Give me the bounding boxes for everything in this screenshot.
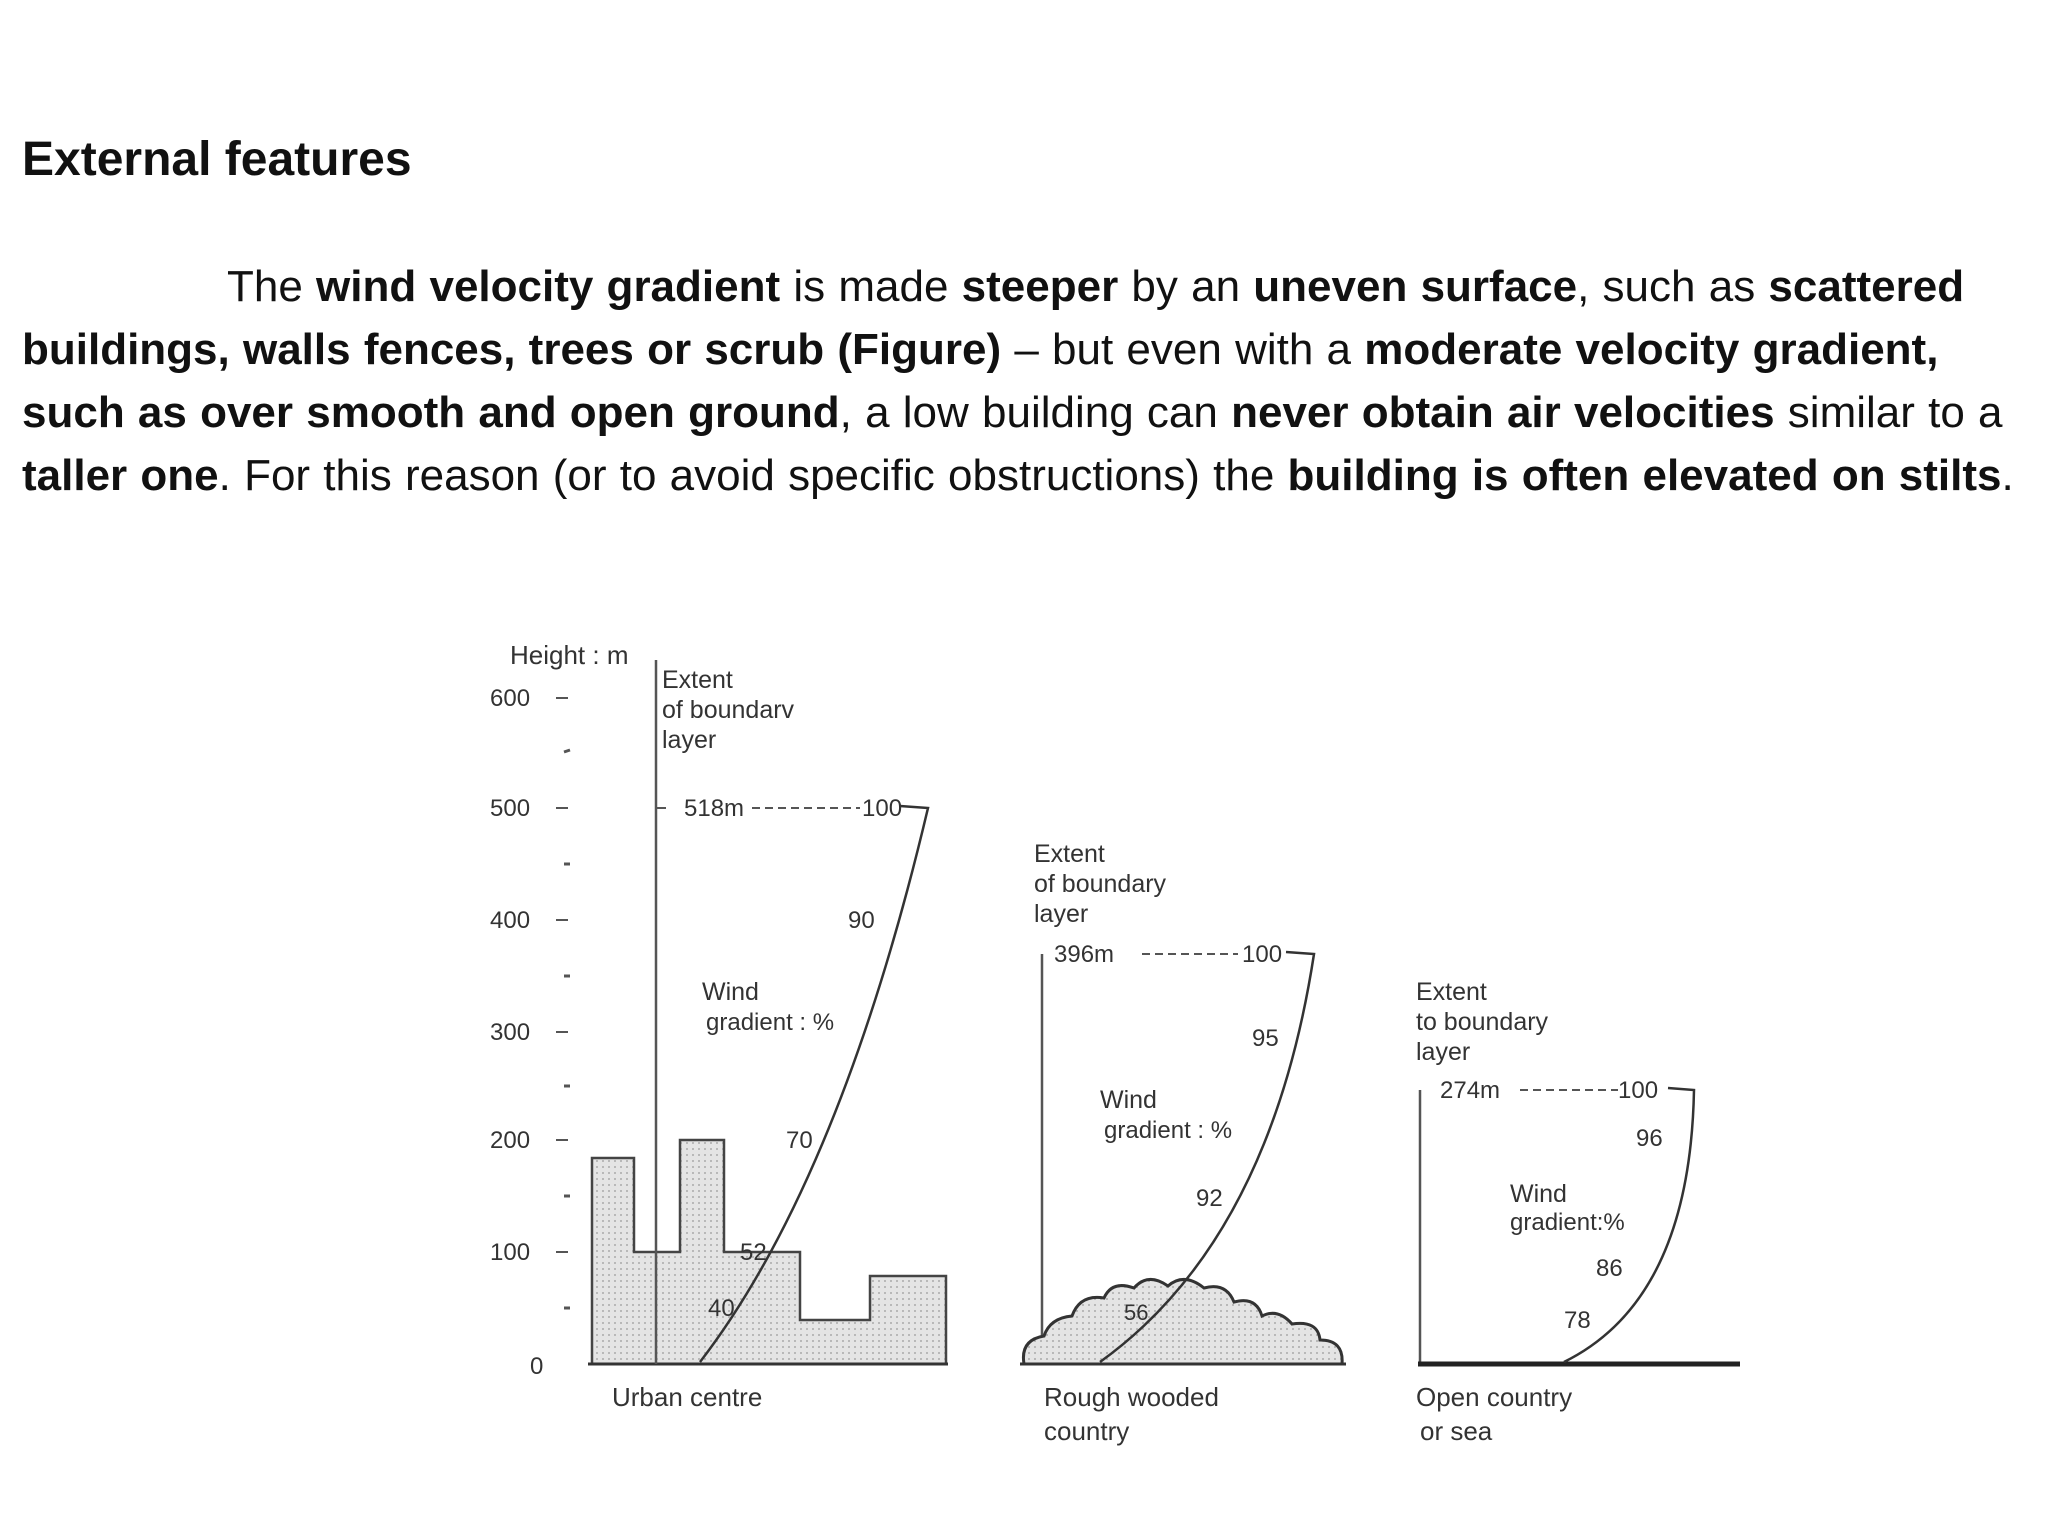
- terrain-label: or sea: [1420, 1416, 1493, 1446]
- paragraph-emphasis: steeper: [961, 262, 1119, 311]
- wind-gradient-label: gradient : %: [1104, 1117, 1233, 1144]
- paragraph-emphasis: uneven surface: [1253, 262, 1578, 311]
- gradient-value: 90: [848, 907, 875, 934]
- paragraph-emphasis: taller one: [22, 451, 219, 500]
- paragraph-emphasis: scattered buildings, walls fences, trees or scrub (Figure): [22, 262, 1965, 374]
- paragraph-text: . For this reason (or to avoid specific obstructions) the: [218, 451, 1288, 500]
- terrain-label: Rough wooded: [1044, 1382, 1219, 1412]
- paragraph-text: The: [227, 262, 317, 311]
- extent-label-line: Extent: [1416, 978, 1487, 1006]
- page-heading: External features: [22, 133, 412, 186]
- y-tick-label: 0: [530, 1353, 544, 1380]
- boundary-height-label: 518m: [684, 795, 745, 822]
- paragraph-text: by an: [1118, 262, 1254, 311]
- wind-gradient-label: Wind: [1100, 1086, 1157, 1114]
- woodland-shape: [1023, 1279, 1342, 1364]
- terrain-label: country: [1044, 1416, 1130, 1446]
- extent-label-line: to boundary: [1416, 1008, 1549, 1036]
- gradient-value: 52: [740, 1239, 767, 1266]
- panel-rough-wooded-country: [1020, 840, 1346, 1446]
- wind-gradient-label: gradient:%: [1510, 1209, 1625, 1236]
- gradient-value: 92: [1196, 1185, 1223, 1212]
- extent-label-line: Extent: [662, 666, 733, 694]
- height-axis-label: Height : m: [510, 640, 629, 670]
- panel-urban-centre: [588, 660, 948, 1412]
- boundary-height-label: 274m: [1440, 1077, 1501, 1104]
- terrain-label: Urban centre: [612, 1382, 763, 1412]
- paragraph-text: , a low building can: [839, 388, 1232, 437]
- extent-label-line: Extent: [1034, 840, 1105, 868]
- paragraph-text: , such as: [1577, 262, 1769, 311]
- panel-open-country: [1416, 978, 1740, 1446]
- paragraph-text: is made: [780, 262, 962, 311]
- boundary-top-value: 100: [1618, 1077, 1659, 1104]
- extent-label-line: layer: [1416, 1038, 1471, 1066]
- paragraph-emphasis: moderate velocity gradient, such as over smooth and open ground: [22, 325, 1939, 437]
- extent-label-line: layer: [1034, 900, 1089, 928]
- wind-gradient-label: gradient : %: [706, 1009, 835, 1036]
- boundary-top-value: 100: [862, 795, 903, 822]
- terrain-label: Open country: [1416, 1382, 1573, 1412]
- urban-buildings-shape: [592, 1140, 946, 1364]
- paragraph-emphasis: wind velocity gradient: [316, 262, 781, 311]
- extent-label-line: layer: [662, 726, 717, 754]
- y-minor-tick: [564, 750, 570, 752]
- gradient-value: 95: [1252, 1025, 1279, 1052]
- boundary-top-value: 100: [1242, 941, 1283, 968]
- y-tick-label: 300: [490, 1019, 531, 1046]
- extent-label-line: of boundarv: [662, 696, 795, 724]
- gradient-value: 56: [1124, 1300, 1149, 1325]
- gradient-value: 70: [786, 1127, 813, 1154]
- y-tick-label: 600: [490, 685, 531, 712]
- y-tick-label: 200: [490, 1127, 531, 1154]
- paragraph-emphasis: building is often elevated on stilts: [1287, 451, 2002, 500]
- paragraph-text: similar to a: [1774, 388, 2003, 437]
- gradient-value: 86: [1596, 1255, 1623, 1282]
- paragraph-emphasis: never obtain air velocities: [1231, 388, 1775, 437]
- paragraph-text: – but even with a: [1001, 325, 1365, 374]
- wind-gradient-label: Wind: [1510, 1180, 1567, 1208]
- boundary-height-label: 396m: [1054, 941, 1115, 968]
- extent-label-line: of boundary: [1034, 870, 1167, 898]
- y-tick-label: 100: [490, 1239, 531, 1266]
- height-axis: [490, 685, 570, 1380]
- y-tick-label: 400: [490, 907, 531, 934]
- gradient-value: 40: [708, 1295, 735, 1322]
- gradient-value: 78: [1564, 1307, 1591, 1334]
- paragraph-text: .: [2001, 451, 2014, 500]
- gradient-value: 96: [1636, 1125, 1663, 1152]
- wind-gradient-label: Wind: [702, 978, 759, 1006]
- y-tick-label: 500: [490, 795, 531, 822]
